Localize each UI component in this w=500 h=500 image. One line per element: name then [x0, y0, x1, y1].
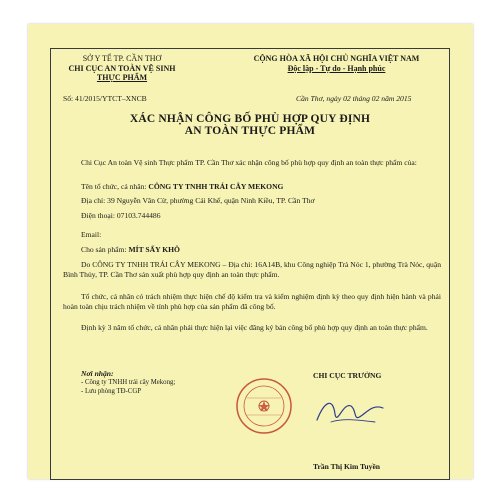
organization-label: Tên tổ chức, cá nhân: [81, 182, 149, 191]
document-title-line1: XÁC NHẬN CÔNG BỐ PHÙ HỢP QUY ĐỊNH [129, 113, 371, 125]
organization-email: Email: [81, 230, 102, 239]
issuer-block [57, 54, 187, 83]
signer-role: CHI CỤC TRƯỞNG [313, 371, 382, 380]
product-label: Cho sản phẩm: [81, 245, 129, 254]
national-motto-block [229, 54, 444, 73]
responsibility-paragraph: Tổ chức, cá nhân có trách nhiệm thực hiện chế độ kiểm tra và kiểm nghiệm định kỳ theo quy định hiện hành và phải hoàn toàn chịu trách nhiệm về tính phù hợp của sản phẩm đã công bố. [63, 292, 441, 311]
intro-paragraph: Chi Cục An toàn Vệ sinh Thực phẩm TP. Cần Thơ xác nhận công bố phù hợp quy định an toàn thực phẩm của: [81, 158, 417, 167]
handwritten-signature-icon [313, 392, 388, 432]
document-title [51, 113, 449, 137]
issuer-agency: CHI CỤC AN TOÀN VỆ SINH [68, 63, 176, 73]
organization-phone: Điện thoại: 07103.744486 [81, 211, 161, 220]
organization-address: Địa chỉ: 39 Nguyễn Văn Cừ, phường Cái Khế, quận Ninh Kiều, TP. Cần Thơ [81, 196, 315, 205]
recipient-item: - Lưu phòng TĐ-CGP [81, 388, 142, 395]
recipient-item: - Công ty TNHH trái cây Mekong; [81, 379, 176, 386]
national-motto: Độc lập - Tự do - Hạnh phúc [287, 63, 386, 73]
product-line [81, 245, 180, 255]
signer-name: Trần Thị Kim Tuyền [313, 462, 381, 471]
document-title-line2: AN TOÀN THỰC PHẨM [184, 125, 316, 137]
recipients-block [81, 369, 175, 396]
document-number: Số: 41/2015/YTCT–XNCB [63, 94, 147, 103]
document-date: Cần Thơ, ngày 02 tháng 02 năm 2015 [296, 94, 412, 103]
national-name: CỘNG HÒA XÃ HỘI CHỦ NGHĨA VIỆT NAM [253, 54, 420, 63]
recipients-label: Nơi nhận: [81, 369, 114, 378]
organization-line [81, 182, 283, 192]
renewal-paragraph: Định kỳ 3 năm tổ chức, cá nhân phải thực hiện lại việc đăng ký bản công bố phù hợp quy định an toàn thực phẩm. [81, 323, 428, 332]
organization-name: CÔNG TY TNHH TRÁI CÂY MEKONG [148, 182, 284, 191]
product-name: MÍT SẤY KHÔ [128, 245, 180, 254]
document-sheet [28, 24, 473, 479]
official-stamp-icon [233, 376, 295, 436]
issuer-agency-cont: THỰC PHẨM [96, 73, 148, 82]
producer-paragraph: Do CÔNG TY TNHH TRÁI CÂY MEKONG – Địa chỉ: 16A14B, khu Công nghiệp Trà Nóc 1, phường Trà Nóc, quận Bình Thủy, TP. Cần Thơ sản xuất phù hợp quy định an toàn thực phẩm. [63, 260, 441, 279]
issuer-department: SỞ Y TẾ TP. CẦN THƠ [82, 54, 162, 63]
